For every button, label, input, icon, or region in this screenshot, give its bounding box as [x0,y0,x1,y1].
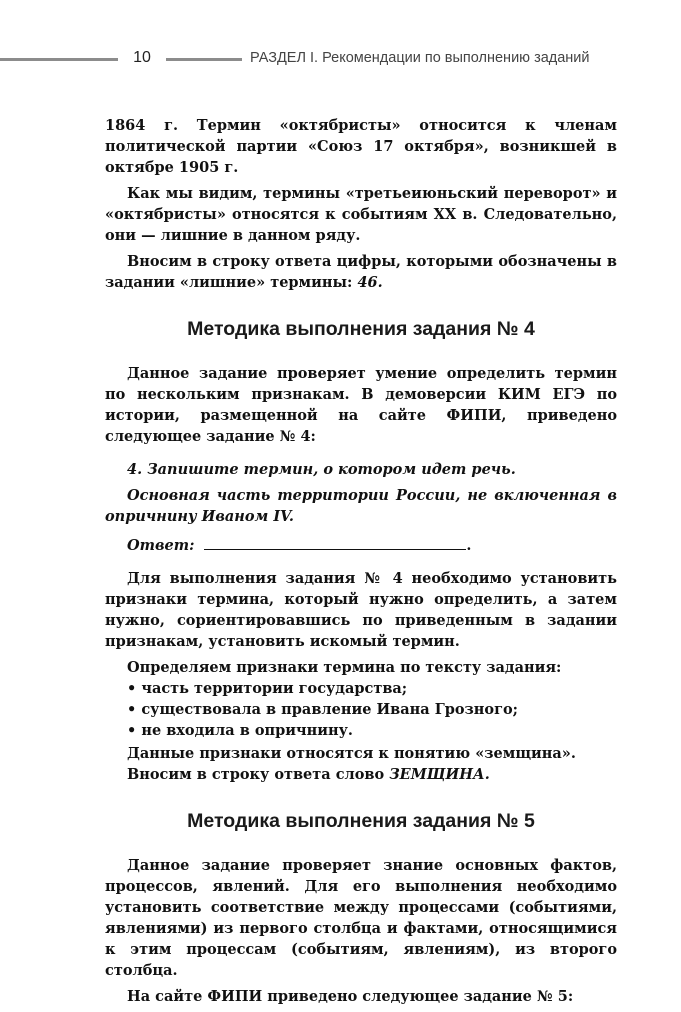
section-4-heading: Методика выполнения задания № 4 [187,318,535,340]
criteria-list [127,678,617,741]
intro-paragraph-3 [105,251,617,293]
header-rule-left [0,58,118,61]
section-5-heading: Методика выполнения задания № 5 [187,810,535,832]
list-item: • не входила в опричнину. [127,720,617,741]
page-body [105,115,617,1012]
task-4-text: Запишите термин, о котором идет речь. [142,461,516,478]
intro-answer: 46. [357,274,383,291]
header-rule-middle [166,58,242,61]
answer-row [127,535,617,556]
answer-end-dot: . [466,537,472,554]
page-header [0,46,681,70]
intro-paragraph-3-text: Вносим в строку ответа цифры, которыми обозначены в задании «лишние» термины: [105,253,617,291]
page-number: 10 [133,49,151,66]
answer-label: Ответ: [127,537,195,554]
section-4-paragraph-1: Данное задание проверяет умение определить термин по нескольким признакам. В демоверсии КИМ ЕГЭ по истории, размещенной на сайте ФИПИ, приведено следующее задание № 4: [105,365,617,445]
task-4-description: Основная часть территории России, не включенная в опричнину Иваном IV. [105,487,617,525]
intro-paragraph-2: Как мы видим, термины «третьеиюньский переворот» и «октябристы» относятся к событиям XX в. Следовательно, они — лишние в данном ряду. [105,185,617,244]
section-4-paragraph-2: Для выполнения задания № 4 необходимо установить признаки термина, который нужно определить, а затем нужно, сориентировавшись по приведенным в задании признакам, установить искомый термин. [105,570,617,650]
section-4-answer: ЗЕМЩИНА. [389,766,490,783]
section-4-paragraph-4: Данные признаки относятся к понятию «земщина». [127,745,576,762]
section-4-paragraph-5-text: Вносим в строку ответа слово [127,766,390,783]
section-5-paragraph-1: Данное задание проверяет знание основных фактов, процессов, явлений. Для его выполнения необходимо установить соответствие между процессами (событиями, явлениями) из первого столбца и фактами, относящимися к этим процессам (событиям, явлениям), из второго столбца. [105,857,617,979]
section-4-paragraph-5 [105,764,617,785]
task-4-prompt [105,459,617,480]
intro-paragraph-1: 1864 г. Термин «октябристы» относится к членам политической партии «Союз 17 октября», возникшей в октябре 1905 г. [105,117,617,176]
running-title: РАЗДЕЛ I. Рекомендации по выполнению заданий [250,50,590,66]
list-item: • часть территории государства; [127,678,617,699]
answer-blank-line [204,535,466,550]
task-4-number: 4. [127,461,143,478]
section-4-paragraph-3: Определяем признаки термина по тексту задания: [127,659,562,676]
task-4-block [105,459,617,527]
list-item: • существовала в правление Ивана Грозного; [127,699,617,720]
section-5-paragraph-2: На сайте ФИПИ приведено следующее задание № 5: [127,988,574,1005]
